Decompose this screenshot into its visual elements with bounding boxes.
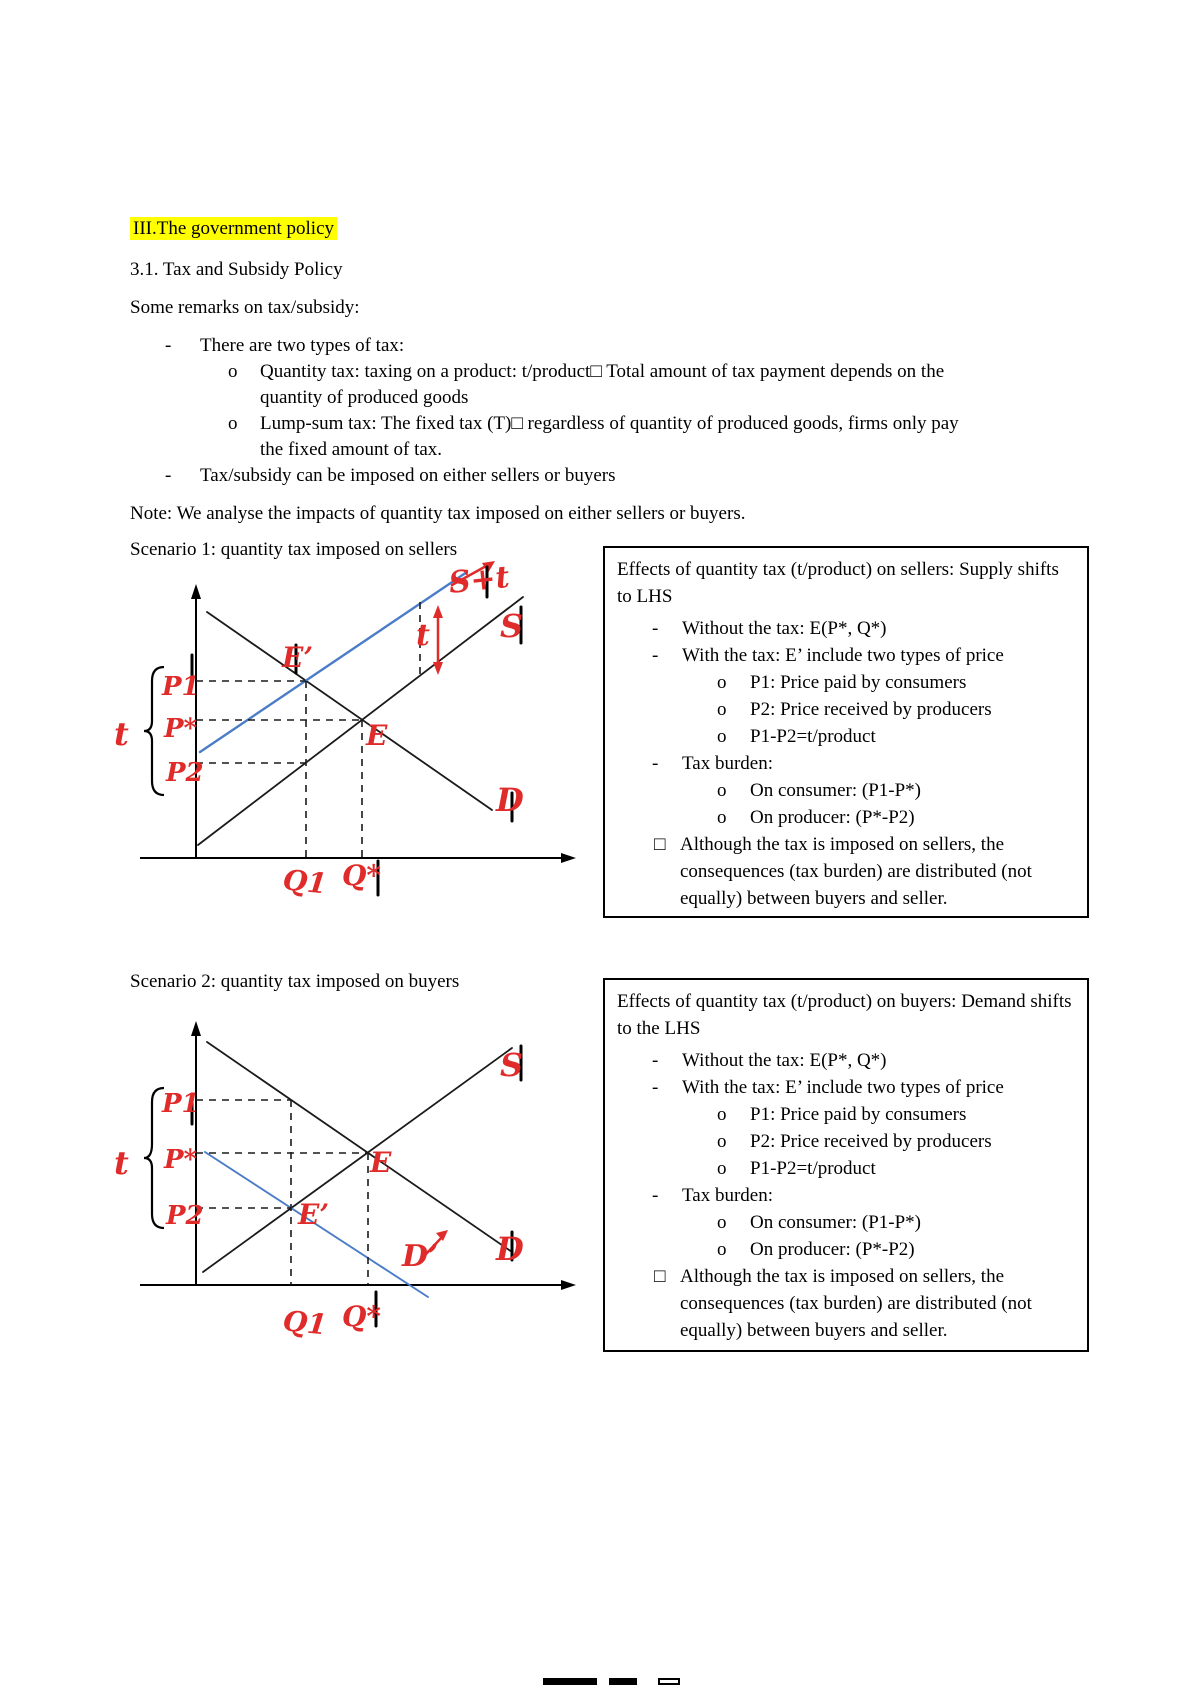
dash-marker: - <box>652 753 659 774</box>
scenario1-diagram <box>100 555 590 905</box>
artifact-mark <box>543 1678 597 1685</box>
brace-t-label: t <box>114 1144 129 1182</box>
bullet-imposed-on <box>130 463 968 489</box>
effects-item-text: Without the tax: E(P*, Q*) <box>682 618 887 639</box>
equilibrium-label: E <box>370 1146 392 1179</box>
effects-item-text: Tax burden: <box>682 1185 774 1206</box>
price-gap-brace <box>144 667 164 795</box>
effects-item-text: P2: Price received by producers <box>750 1131 992 1152</box>
tax-gap-arrow-up-icon <box>433 605 443 618</box>
effects-conclusion-text: Although the tax is imposed on sellers, the consequences (tax burden) are distributed (not equally) between buyers and seller. <box>680 834 1032 909</box>
circle-marker: o <box>717 1104 727 1125</box>
effects-item <box>617 1074 1075 1101</box>
new-equilibrium-label: E’ <box>298 1198 330 1231</box>
bullet-text: Lump-sum tax: The fixed tax (T)□ regardless of quantity of produced goods, firms only pay the fixed amount of tax. <box>260 413 959 460</box>
effects-item-text: P1-P2=t/product <box>750 1158 876 1179</box>
effects-list <box>617 615 1075 912</box>
effects-box-sellers <box>603 546 1089 918</box>
qstar-label: Q* <box>342 859 382 892</box>
scenario2-title: Scenario 2: quantity tax imposed on buyers <box>130 971 460 992</box>
effects-item-text: P1: Price paid by consumers <box>750 1104 967 1125</box>
artifact-mark <box>609 1678 637 1685</box>
box-glyph-marker: □ <box>654 834 666 855</box>
effects-conclusion-text: Although the tax is imposed on sellers, the consequences (tax burden) are distributed (not equally) between buyers and seller. <box>680 1266 1032 1341</box>
remarks-list <box>130 333 968 489</box>
effects-box-title: Effects of quantity tax (t/product) on buyers: Demand shifts to the LHS <box>617 991 1072 1039</box>
circle-marker: o <box>228 413 238 434</box>
demand-label: D <box>496 781 524 819</box>
circle-marker: o <box>228 361 238 382</box>
new-equilibrium-label: E’ <box>282 641 314 674</box>
note-text: Note: We analyse the impacts of quantity tax imposed on either sellers or buyers. <box>130 503 746 524</box>
pstar-label: P* <box>164 714 198 744</box>
effects-subitem <box>617 1209 1075 1236</box>
dash-marker: - <box>652 1185 659 1206</box>
effects-subitem <box>617 723 1075 750</box>
box-glyph-marker: □ <box>654 1266 666 1287</box>
demand-curve <box>207 1042 512 1252</box>
effects-item-text: With the tax: E’ include two types of price <box>682 645 1004 666</box>
effects-subitem <box>617 1128 1075 1155</box>
effects-item-text: On producer: (P*-P2) <box>750 807 915 828</box>
section-title: 3.1. Tax and Subsidy Policy <box>130 259 343 280</box>
circle-marker: o <box>717 672 727 693</box>
dash-marker: - <box>652 1077 659 1098</box>
effects-item <box>617 615 1075 642</box>
effects-subitem <box>617 1101 1075 1128</box>
effects-subitem <box>617 1155 1075 1182</box>
tax-gap-arrow-down-icon <box>433 662 443 675</box>
qstar-label: Q* <box>342 1300 382 1333</box>
effects-item <box>617 642 1075 669</box>
circle-marker: o <box>717 1212 727 1233</box>
circle-marker: o <box>717 1239 727 1260</box>
bullet-quantity-tax <box>130 359 968 411</box>
effects-item <box>617 750 1075 777</box>
intro-text: Some remarks on tax/subsidy: <box>130 297 360 318</box>
bullet-text: Tax/subsidy can be imposed on either sellers or buyers <box>200 465 616 486</box>
shifted-supply-curve <box>200 572 467 752</box>
scenario1-title: Scenario 1: quantity tax imposed on sellers <box>130 539 458 560</box>
equilibrium-label: E <box>366 719 388 752</box>
effects-box-buyers <box>603 978 1089 1352</box>
bullet-lump-sum-tax <box>130 411 968 463</box>
effects-item <box>617 1047 1075 1074</box>
p1-label: P1 <box>162 1089 200 1119</box>
effects-item-text: On consumer: (P1-P*) <box>750 1212 921 1233</box>
effects-item-text: Tax burden: <box>682 753 774 774</box>
page-heading: III.The government policy <box>130 217 337 240</box>
demand-curve <box>207 612 492 810</box>
y-axis-arrow-icon <box>191 584 201 599</box>
price-gap-brace <box>144 1088 164 1228</box>
effects-item-text: Without the tax: E(P*, Q*) <box>682 1050 887 1071</box>
effects-item-text: With the tax: E’ include two types of price <box>682 1077 1004 1098</box>
circle-marker: o <box>717 726 727 747</box>
heading-row <box>130 216 337 242</box>
x-axis-arrow-icon <box>561 853 576 863</box>
tax-gap-label: t <box>416 618 430 653</box>
effects-item <box>617 1182 1075 1209</box>
dash-marker: - <box>165 465 172 486</box>
dash-marker: - <box>165 335 172 356</box>
brace-t-label: t <box>114 715 129 753</box>
effects-conclusion <box>617 1263 1075 1344</box>
circle-marker: o <box>717 699 727 720</box>
pstar-label: P* <box>164 1145 198 1175</box>
effects-item-text: On consumer: (P1-P*) <box>750 780 921 801</box>
p1-label: P1 <box>162 672 200 702</box>
p2-label: P2 <box>166 758 204 788</box>
supply-label: S <box>500 607 524 645</box>
effects-conclusion <box>617 831 1075 912</box>
supply-curve <box>203 1048 512 1272</box>
effects-subitem <box>617 777 1075 804</box>
y-axis-arrow-icon <box>191 1021 201 1036</box>
dash-marker: - <box>652 1050 659 1071</box>
q1-label: Q1 <box>281 1304 329 1342</box>
shifted-demand-label: D’ <box>402 1239 439 1274</box>
bullet-types-of-tax <box>130 333 968 359</box>
bullet-text: Quantity tax: taxing on a product: t/product□ Total amount of tax payment depends on the quantity of produced goods <box>260 361 945 408</box>
demand-label: D <box>496 1230 524 1268</box>
q1-label: Q1 <box>281 863 329 901</box>
circle-marker: o <box>717 807 727 828</box>
effects-item-text: P1: Price paid by consumers <box>750 672 967 693</box>
circle-marker: o <box>717 1131 727 1152</box>
circle-marker: o <box>717 780 727 801</box>
effects-subitem <box>617 669 1075 696</box>
page-bottom-artifact <box>543 1678 680 1685</box>
dash-marker: - <box>652 645 659 666</box>
circle-marker: o <box>717 1158 727 1179</box>
supply-label: S <box>500 1046 524 1084</box>
x-axis-arrow-icon <box>561 1280 576 1290</box>
effects-subitem <box>617 1236 1075 1263</box>
effects-item-text: P1-P2=t/product <box>750 726 876 747</box>
scenario2-diagram <box>100 1010 590 1340</box>
p2-label: P2 <box>166 1201 204 1231</box>
artifact-mark <box>658 1678 680 1685</box>
bullet-text: There are two types of tax: <box>200 335 405 356</box>
effects-list <box>617 1047 1075 1344</box>
effects-subitem <box>617 696 1075 723</box>
dash-marker: - <box>652 618 659 639</box>
effects-item-text: On producer: (P*-P2) <box>750 1239 915 1260</box>
shifted-supply-label: S+t <box>447 559 512 601</box>
effects-subitem <box>617 804 1075 831</box>
effects-item-text: P2: Price received by producers <box>750 699 992 720</box>
effects-box-title: Effects of quantity tax (t/product) on sellers: Supply shifts to LHS <box>617 559 1059 607</box>
